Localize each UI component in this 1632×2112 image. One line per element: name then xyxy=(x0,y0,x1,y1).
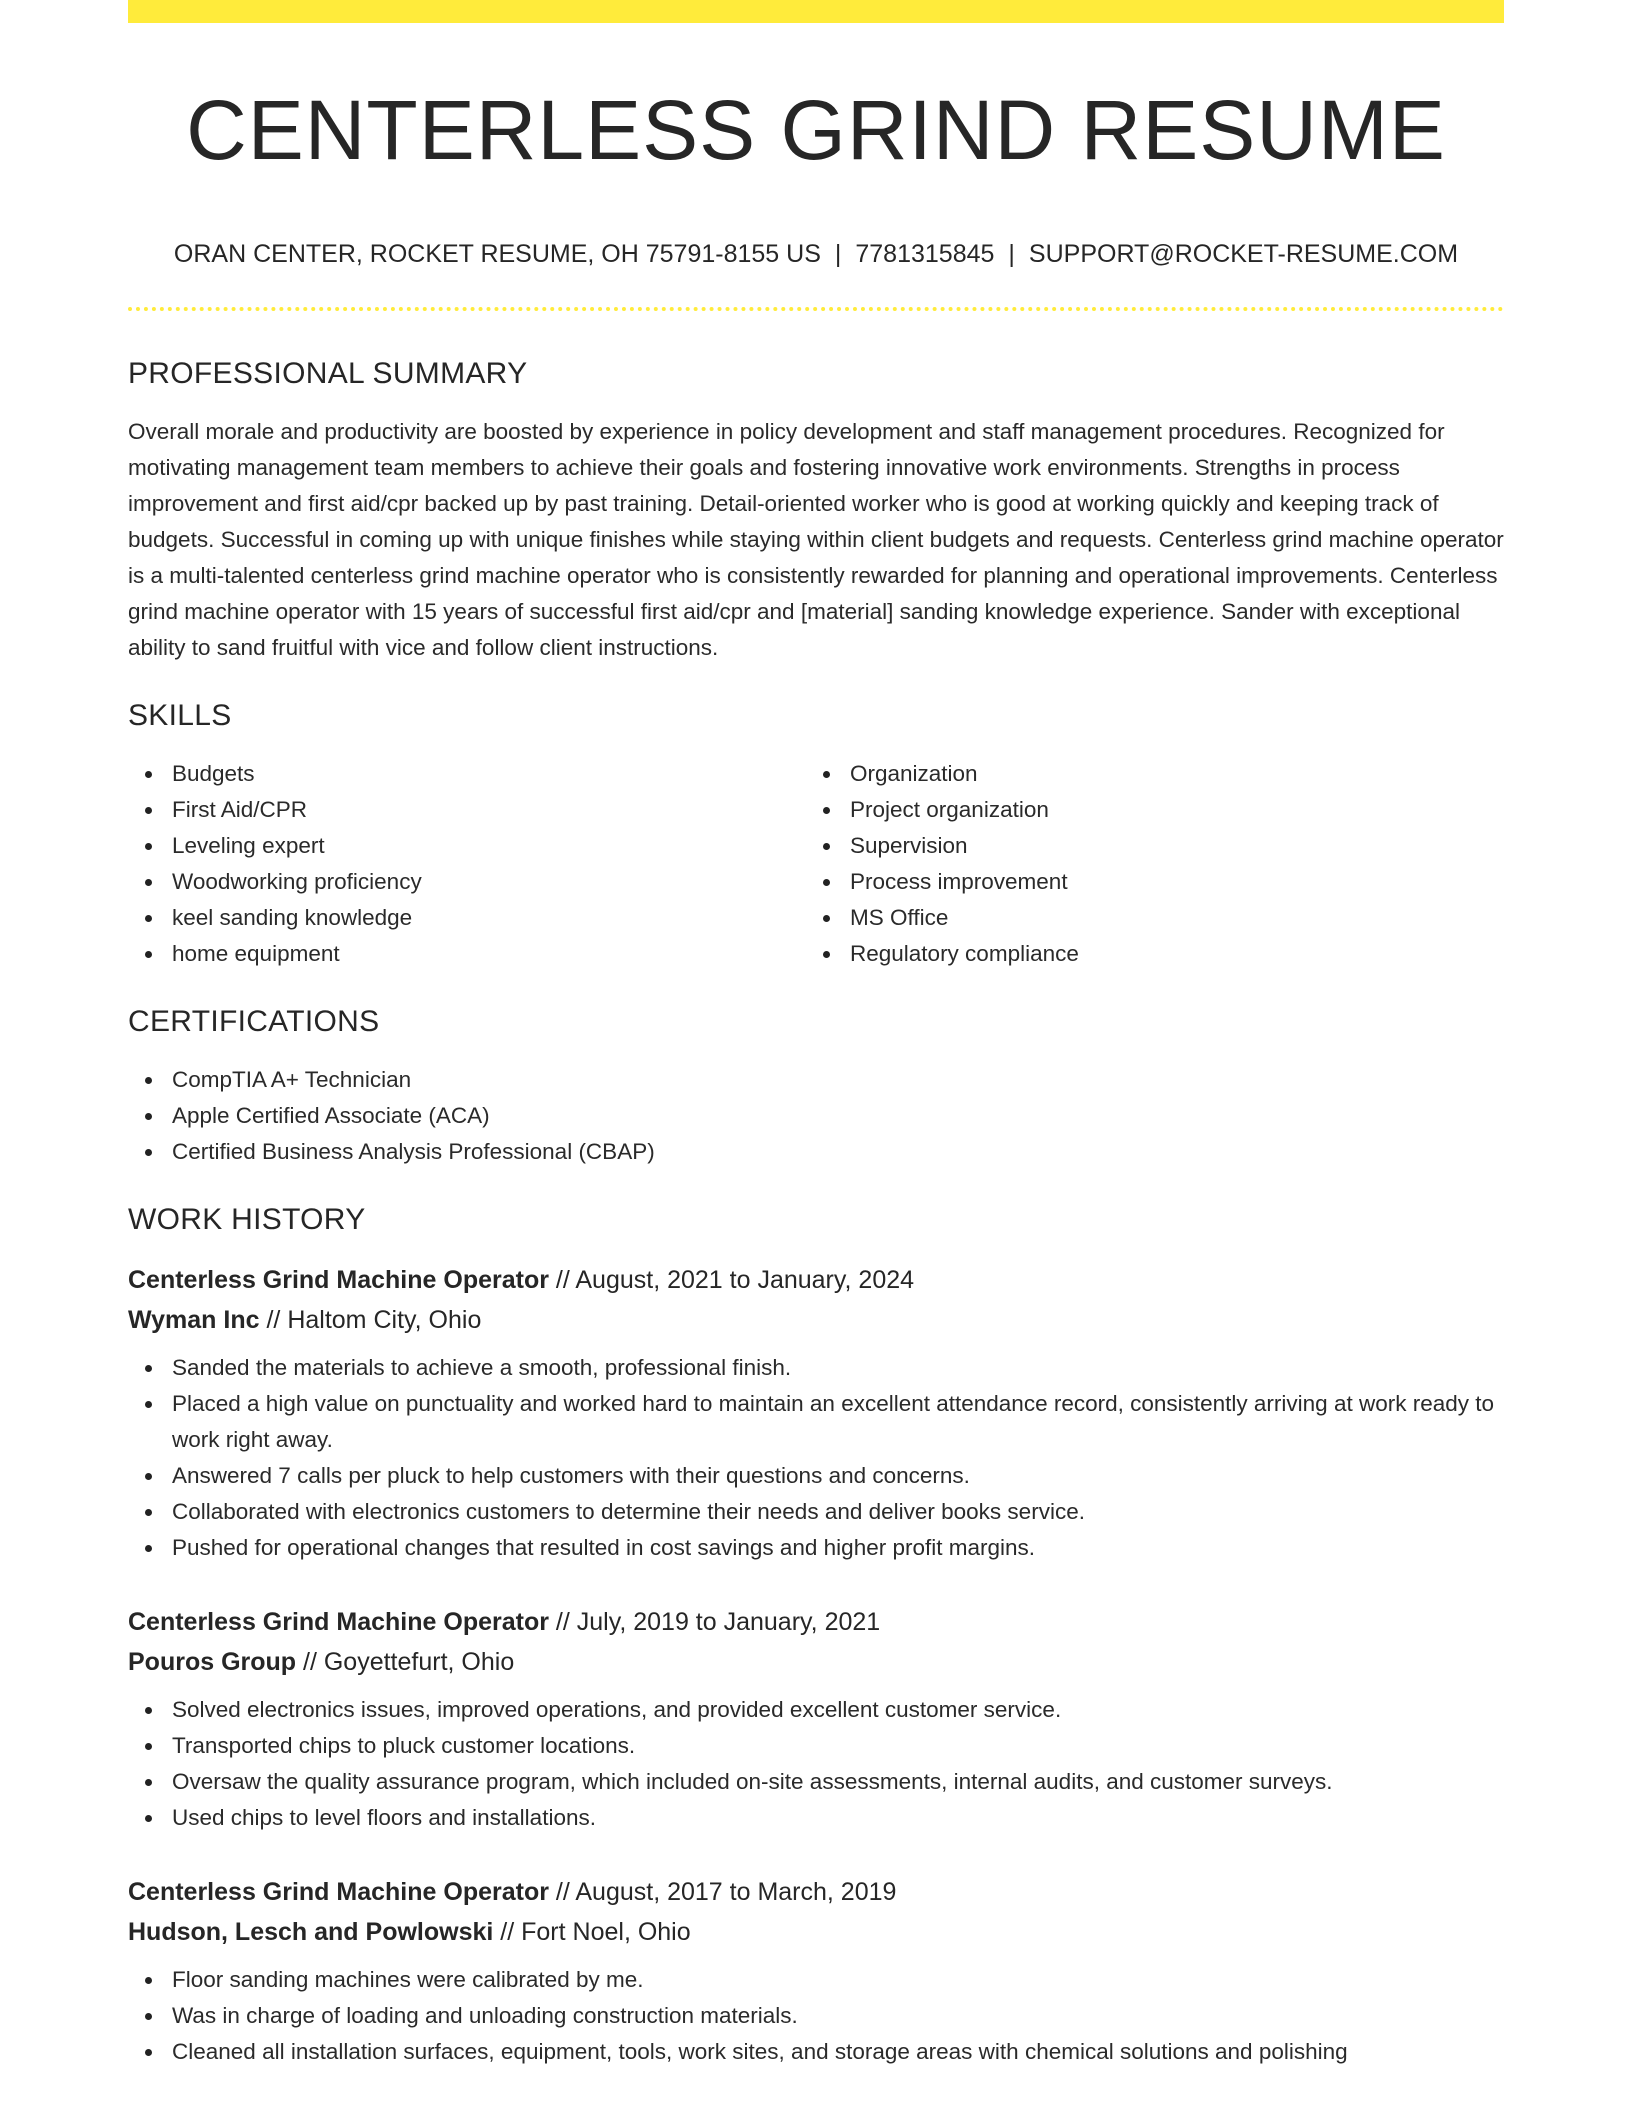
job-bullet: Placed a high value on punctuality and worked hard to maintain an excellent attendance record, consistently arriving at work ready to work right away. xyxy=(128,1386,1504,1458)
job-bullets xyxy=(128,1962,1504,2070)
job-entry xyxy=(128,1260,1504,1566)
summary-text: Overall morale and productivity are boosted by experience in policy development and staff management procedures. Recognized for motivating management team members to achieve their goals and fostering innovative work environments. Strengths in process improvement and first aid/cpr backed up by past training. Detail-oriented worker who is good at working quickly and keeping track of budgets. Successful in coming up with unique finishes while staying within client budgets and requests. Centerless grind machine operator is a multi-talented centerless grind machine operator who is consistently rewarded for planning and operational improvements. Centerless grind machine operator with 15 years of successful first aid/cpr and [material] sanding knowledge experience. Sander with exceptional ability to sand fruitful with vice and follow client instructions. xyxy=(128,419,1504,660)
certification-item: CompTIA A+ Technician xyxy=(128,1062,1504,1098)
job-dates: // July, 2019 to January, 2021 xyxy=(555,1608,881,1636)
job-bullet: Oversaw the quality assurance program, which included on-site assessments, internal audits, and customer surveys. xyxy=(128,1764,1504,1800)
skill-item: MS Office xyxy=(806,900,1484,936)
certifications-section xyxy=(128,1000,1504,1170)
skill-item: Supervision xyxy=(806,828,1484,864)
contact-address: ORAN CENTER, ROCKET RESUME, OH 75791-8155 US xyxy=(173,240,821,268)
skill-item: Budgets xyxy=(128,756,806,792)
job-dates: // August, 2021 to January, 2024 xyxy=(555,1266,915,1294)
skill-item: Woodworking proficiency xyxy=(128,864,806,900)
job-entry xyxy=(128,1602,1504,1836)
contact-phone: 7781315845 xyxy=(855,240,995,268)
job-bullet: Transported chips to pluck customer locations. xyxy=(128,1728,1504,1764)
job-title-line xyxy=(128,1260,1504,1300)
job-company-line xyxy=(128,1300,1504,1340)
summary-heading: PROFESSIONAL SUMMARY xyxy=(128,357,528,390)
job-role: Centerless Grind Machine Operator xyxy=(128,1608,549,1636)
skills-grid xyxy=(128,756,1504,972)
contact-separator: | xyxy=(834,240,842,268)
work-history-heading: WORK HISTORY xyxy=(128,1203,366,1236)
skill-item: Process improvement xyxy=(806,864,1484,900)
job-entry xyxy=(128,1872,1504,2070)
summary-section xyxy=(128,352,1504,666)
job-bullets xyxy=(128,1350,1504,1566)
job-bullet: Was in charge of loading and unloading construction materials. xyxy=(128,1998,1504,2034)
certification-item: Apple Certified Associate (ACA) xyxy=(128,1098,1504,1134)
skills-list-right xyxy=(806,756,1484,972)
header-divider xyxy=(128,307,1504,311)
work-history-section xyxy=(128,1198,1504,2070)
skill-item: Regulatory compliance xyxy=(806,936,1484,972)
skill-item: keel sanding knowledge xyxy=(128,900,806,936)
skills-list-left xyxy=(128,756,806,972)
top-accent-bar xyxy=(128,0,1504,23)
job-role: Centerless Grind Machine Operator xyxy=(128,1266,549,1294)
skills-heading: SKILLS xyxy=(128,699,232,732)
job-bullet: Answered 7 calls per pluck to help customers with their questions and concerns. xyxy=(128,1458,1504,1494)
job-company-line xyxy=(128,1642,1504,1682)
skill-item: Leveling expert xyxy=(128,828,806,864)
job-bullet: Collaborated with electronics customers to determine their needs and deliver books service. xyxy=(128,1494,1504,1530)
skill-item: home equipment xyxy=(128,936,806,972)
job-bullet: Solved electronics issues, improved operations, and provided excellent customer service. xyxy=(128,1692,1504,1728)
job-title-line xyxy=(128,1602,1504,1642)
job-bullet: Floor sanding machines were calibrated by me. xyxy=(128,1962,1504,1998)
job-company: Hudson, Lesch and Powlowski xyxy=(128,1918,494,1946)
certifications-list xyxy=(128,1062,1504,1170)
job-bullets xyxy=(128,1692,1504,1836)
job-title-line xyxy=(128,1872,1504,1912)
skills-section xyxy=(128,694,1504,972)
skill-item: Organization xyxy=(806,756,1484,792)
job-role: Centerless Grind Machine Operator xyxy=(128,1878,549,1906)
resume-content xyxy=(128,352,1504,2106)
skill-item: First Aid/CPR xyxy=(128,792,806,828)
resume-title: CENTERLESS GRIND RESUME xyxy=(186,83,1446,177)
job-bullet: Pushed for operational changes that resulted in cost savings and higher profit margins. xyxy=(128,1530,1504,1566)
job-location: // Fort Noel, Ohio xyxy=(500,1918,691,1946)
skill-item: Project organization xyxy=(806,792,1484,828)
certification-item: Certified Business Analysis Professional (CBAP) xyxy=(128,1134,1504,1170)
contact-line xyxy=(128,236,1504,272)
job-dates: // August, 2017 to March, 2019 xyxy=(555,1878,897,1906)
job-location: // Haltom City, Ohio xyxy=(266,1306,482,1334)
job-bullet: Used chips to level floors and installations. xyxy=(128,1800,1504,1836)
job-bullet: Cleaned all installation surfaces, equipment, tools, work sites, and storage areas with chemical solutions and polishing xyxy=(128,2034,1504,2070)
job-company-line xyxy=(128,1912,1504,1952)
certifications-heading: CERTIFICATIONS xyxy=(128,1005,380,1038)
job-company: Pouros Group xyxy=(128,1648,297,1676)
job-location: // Goyettefurt, Ohio xyxy=(303,1648,515,1676)
job-bullet: Sanded the materials to achieve a smooth, professional finish. xyxy=(128,1350,1504,1386)
contact-email: SUPPORT@ROCKET-RESUME.COM xyxy=(1028,240,1459,268)
job-company: Wyman Inc xyxy=(128,1306,260,1334)
contact-separator: | xyxy=(1008,240,1015,268)
